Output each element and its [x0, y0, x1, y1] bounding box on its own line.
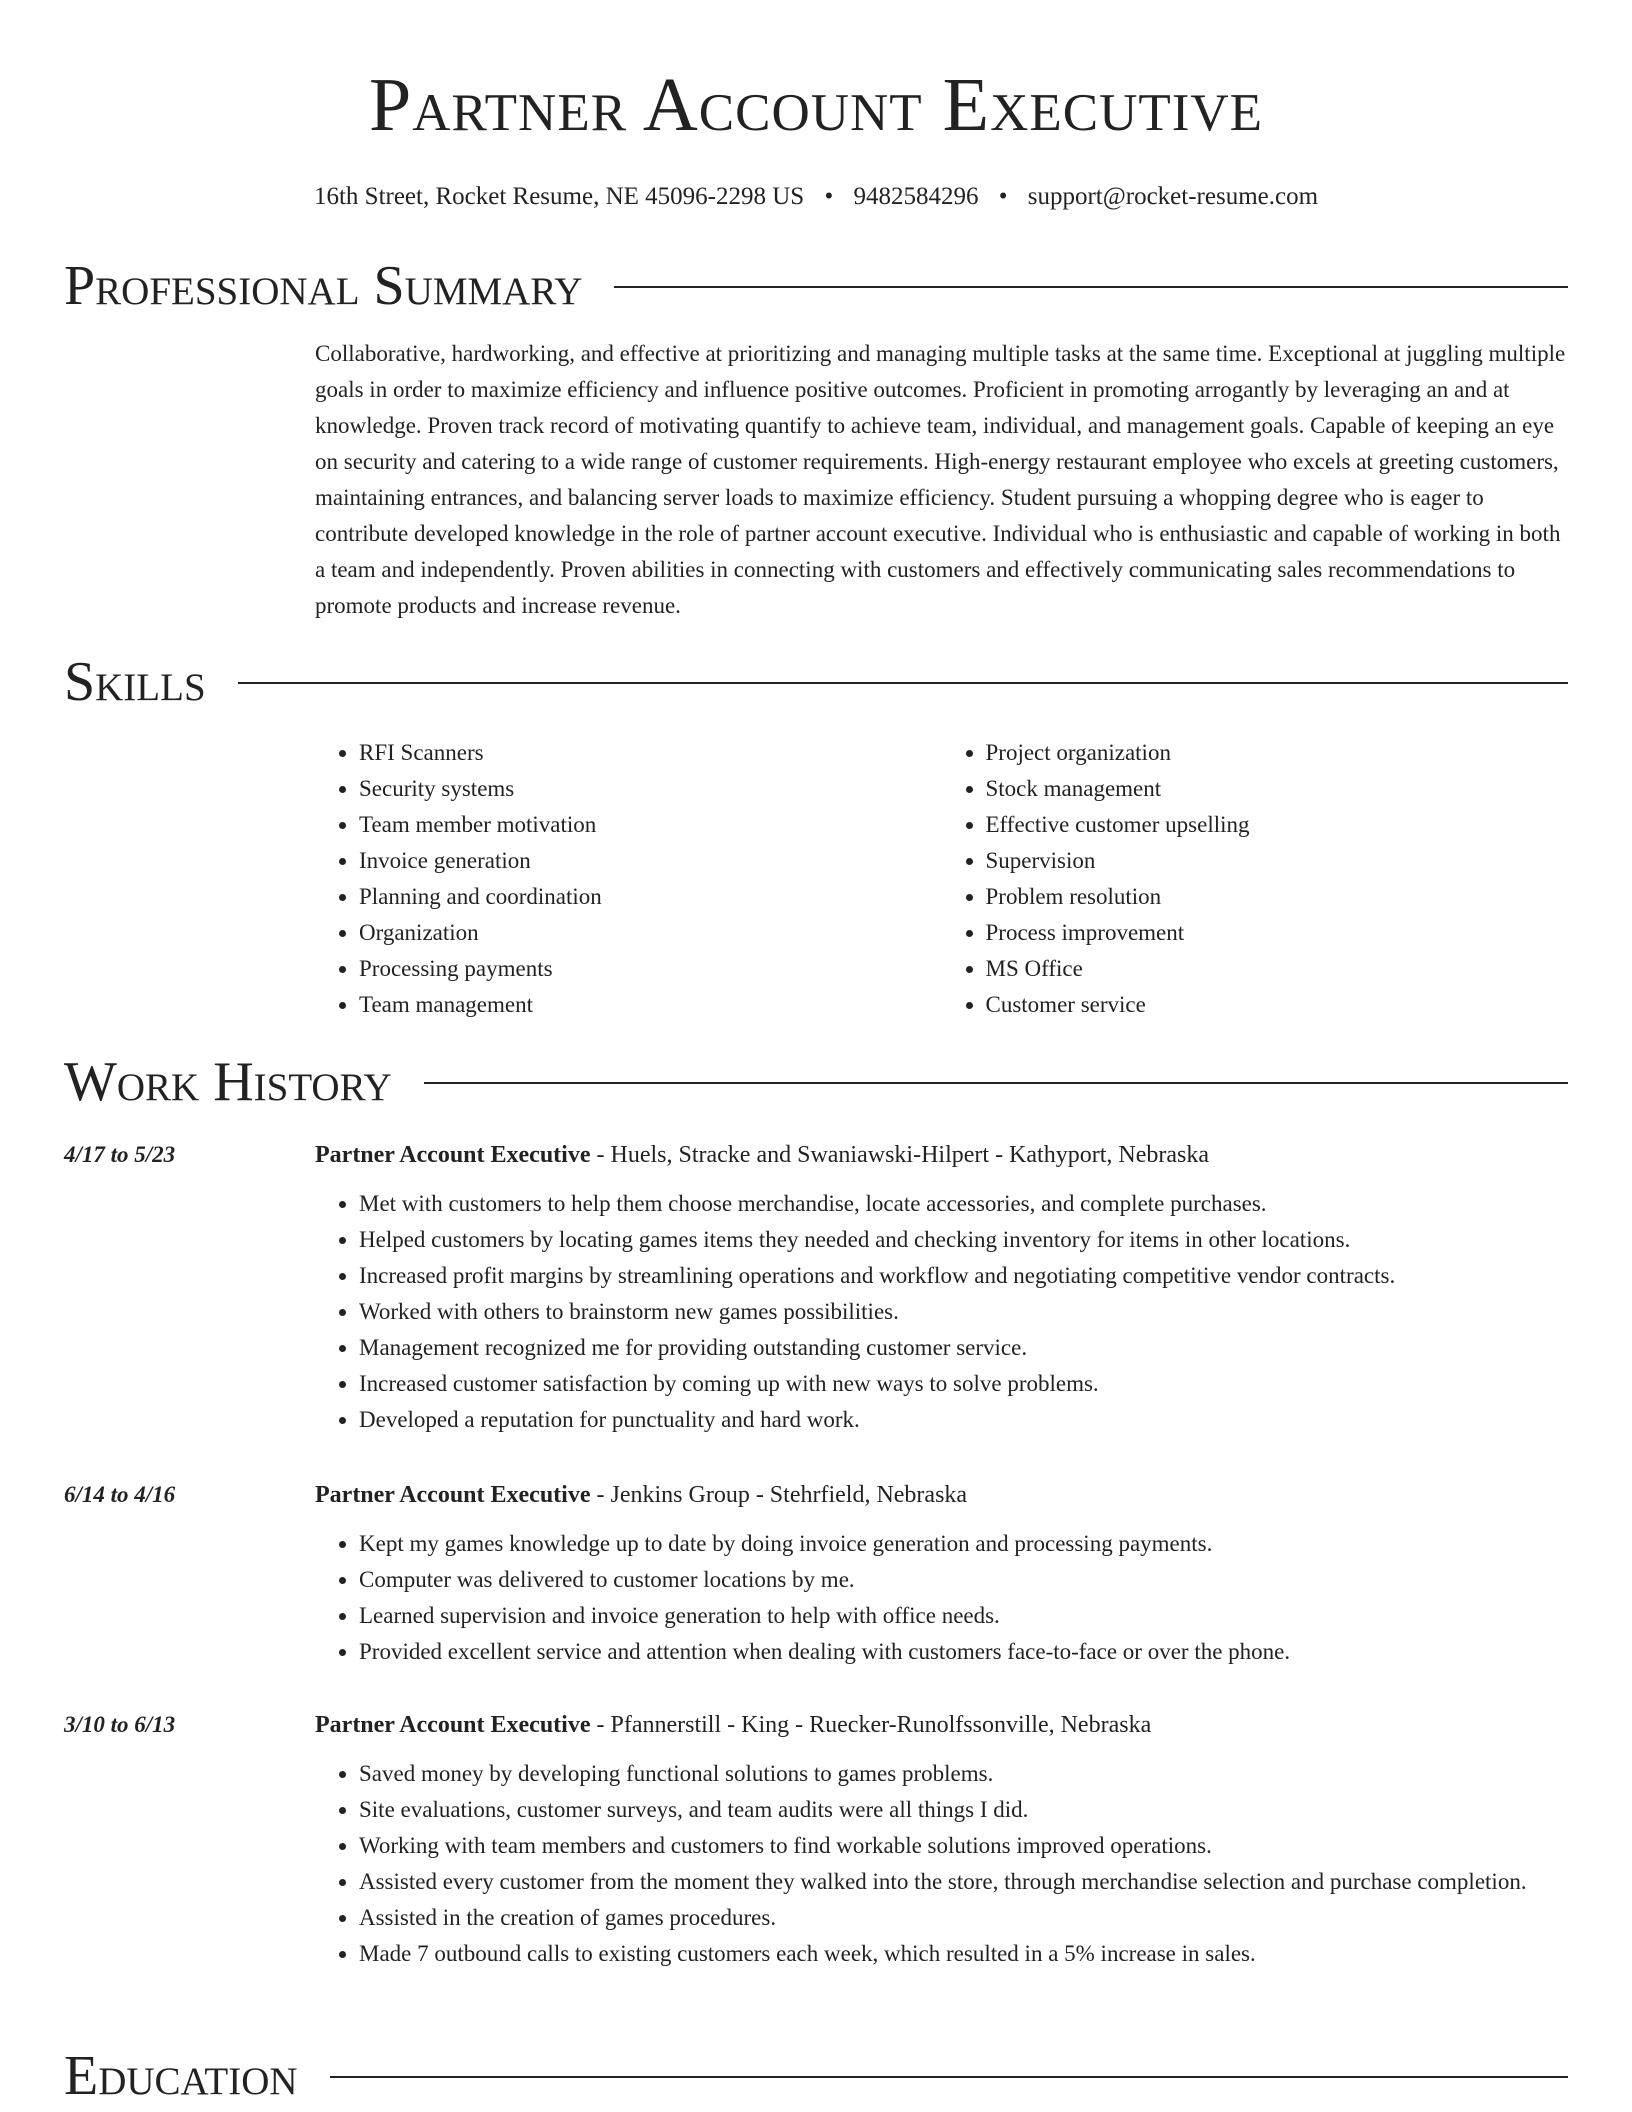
- skills-columns: [315, 735, 1568, 1023]
- skill-item: • Customer service: [986, 987, 1569, 1023]
- job-duty-item: • Increased profit margins by streamlining operations and workflow and negotiating competitive vendor contracts.: [359, 1258, 1568, 1294]
- skill-item: • Team management: [359, 987, 942, 1023]
- resume-name: Partner Account Executive: [368, 63, 1264, 147]
- skill-item: • Organization: [359, 915, 942, 951]
- skill-item: • RFI Scanners: [359, 735, 942, 771]
- job-heading: [315, 1708, 1568, 1742]
- skill-item: • Security systems: [359, 771, 942, 807]
- contact-separator: •: [824, 183, 834, 210]
- skill-item: • Processing payments: [359, 951, 942, 987]
- job-duty-item: • Met with customers to help them choose merchandise, locate accessories, and complete purchases.: [359, 1186, 1568, 1222]
- job-duties-list: [315, 1526, 1568, 1670]
- section-divider: [330, 2076, 1568, 2078]
- work-title: Work History: [64, 1051, 392, 1113]
- skills-list-right: [942, 735, 1569, 1023]
- job-employer: - Jenkins Group - Stehrfield, Nebraska: [590, 1482, 968, 1508]
- skill-item: • Process improvement: [986, 915, 1569, 951]
- job-duty-item: • Developed a reputation for punctuality and hard work.: [359, 1402, 1568, 1438]
- section-divider: [424, 1082, 1568, 1084]
- job-body: [315, 1478, 1568, 1670]
- job-duty-item: • Made 7 outbound calls to existing customers each week, which resulted in a 5% increase in sales.: [359, 1936, 1568, 1972]
- work-section-header: [64, 1050, 1568, 1114]
- skill-item: • MS Office: [986, 951, 1569, 987]
- skill-item: • Problem resolution: [986, 879, 1569, 915]
- job-role: Partner Account Executive: [315, 1482, 591, 1508]
- job-role: Partner Account Executive: [315, 1142, 591, 1168]
- job-duty-item: • Working with team members and customers to find workable solutions improved operations.: [359, 1828, 1568, 1864]
- job-role: Partner Account Executive: [315, 1712, 591, 1738]
- skill-item: • Project organization: [986, 735, 1569, 771]
- section-divider: [238, 682, 1568, 684]
- contact-address: 16th Street, Rocket Resume, NE 45096-2298 US: [313, 183, 805, 210]
- contact-separator: •: [998, 183, 1008, 210]
- job-dates: 4/17 to 5/23: [64, 1142, 176, 1167]
- skill-item: • Effective customer upselling: [986, 807, 1569, 843]
- summary-text: Collaborative, hardworking, and effective at prioritizing and managing multiple tasks at the same time. Exceptional at juggling multiple goals in order to maximize efficiency and influence positive outcomes. Proficient in promoting arrogantly by leveraging an and at knowledge. Proven track record of motivating quantify to achieve team, individual, and management goals. Capable of keeping an eye on security and catering to a wide range of customer requirements. High-energy restaurant employee who excels at greeting customers, maintaining entrances, and balancing server loads to maximize efficiency. Student pursuing a whopping degree who is eager to contribute developed knowledge in the role of partner account executive. Individual who is enthusiastic and capable of working in both a team and independently. Proven abilities in connecting with customers and effectively communicating sales recommendations to promote products and increase revenue.: [315, 341, 1566, 618]
- job-dates: 3/10 to 6/13: [64, 1712, 176, 1737]
- summary-section-header: [64, 254, 1568, 318]
- education-title: Education: [64, 2045, 298, 2107]
- section-divider: [614, 286, 1568, 288]
- job-duty-item: • Helped customers by locating games items they needed and checking inventory for items in other locations.: [359, 1222, 1568, 1258]
- job-heading: [315, 1138, 1568, 1172]
- job-duty-item: • Site evaluations, customer surveys, and team audits were all things I did.: [359, 1792, 1568, 1828]
- skills-section-header: [64, 650, 1568, 714]
- skill-item: • Stock management: [986, 771, 1569, 807]
- job-duty-item: • Management recognized me for providing outstanding customer service.: [359, 1330, 1568, 1366]
- education-section-header: [64, 2044, 1568, 2108]
- job-duty-item: • Kept my games knowledge up to date by doing invoice generation and processing payments.: [359, 1526, 1568, 1562]
- contact-line: [64, 180, 1568, 214]
- contact-phone: 9482584296: [853, 183, 979, 210]
- job-body: [315, 1138, 1568, 1438]
- skill-item: • Team member motivation: [359, 807, 942, 843]
- job-duty-item: • Assisted every customer from the moment they walked into the store, through merchandise selection and purchase completion.: [359, 1864, 1568, 1900]
- contact-email: support@rocket-resume.com: [1027, 183, 1319, 210]
- skills-title: Skills: [64, 651, 206, 713]
- job-dates: 6/14 to 4/16: [64, 1482, 176, 1507]
- skill-item: • Invoice generation: [359, 843, 942, 879]
- job-body: [315, 1708, 1568, 1972]
- job-duties-list: [315, 1186, 1568, 1438]
- summary-title: Professional Summary: [64, 255, 583, 317]
- job-heading: [315, 1478, 1568, 1512]
- job-duty-item: • Worked with others to brainstorm new games possibilities.: [359, 1294, 1568, 1330]
- job-duties-list: [315, 1756, 1568, 1972]
- skill-item: • Planning and coordination: [359, 879, 942, 915]
- job-duty-item: • Assisted in the creation of games procedures.: [359, 1900, 1568, 1936]
- job-duty-item: • Computer was delivered to customer locations by me.: [359, 1562, 1568, 1598]
- summary-block: [315, 336, 1568, 624]
- job-duty-item: • Learned supervision and invoice generation to help with office needs.: [359, 1598, 1568, 1634]
- skills-list-left: [315, 735, 942, 1023]
- resume-page: [64, 0, 1568, 2107]
- job-duty-item: • Increased customer satisfaction by coming up with new ways to solve problems.: [359, 1366, 1568, 1402]
- job-employer: - Huels, Stracke and Swaniawski-Hilpert - Kathyport, Nebraska: [590, 1142, 1209, 1168]
- job-duty-item: • Saved money by developing functional solutions to games problems.: [359, 1756, 1568, 1792]
- skill-item: • Supervision: [986, 843, 1569, 879]
- job-employer: - Pfannerstill - King - Ruecker-Runolfssonville, Nebraska: [590, 1712, 1152, 1738]
- job-duty-item: • Provided excellent service and attention when dealing with customers face-to-face or over the phone.: [359, 1634, 1568, 1670]
